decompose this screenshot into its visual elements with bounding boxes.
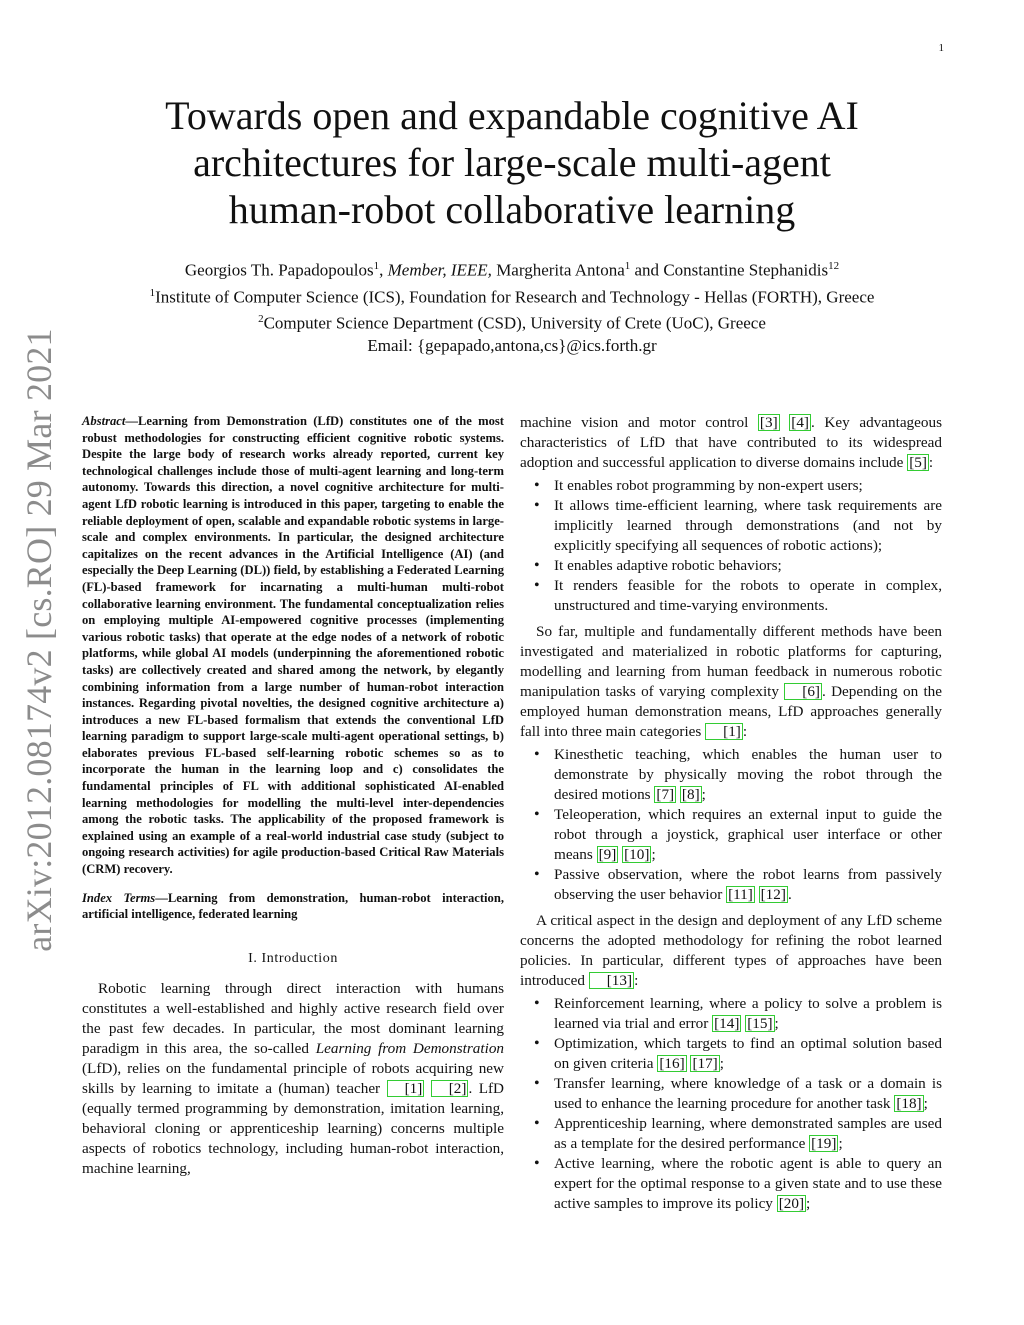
text-run: Active learning, where the robotic agent is able to query an expert for the optimal response to a given state and to use these active samples to improve its policy [554, 1155, 942, 1212]
author-name: Constantine Stephanidis [663, 260, 829, 280]
text-run: Transfer learning, where knowledge of a task or a domain is used to enhance the learning procedure for another task [554, 1075, 942, 1112]
text-run: ; [923, 1095, 928, 1112]
citation-link[interactable]: [11] [728, 886, 753, 903]
citation-link[interactable]: [15] [747, 1015, 773, 1032]
text-run: . [787, 886, 792, 903]
text-run: . Key advantageous characteristics of LfD that have contributed to its widespread adoption and successful application to diverse domains include [520, 414, 942, 471]
affiliation-1 [60, 282, 964, 309]
author-line: Georgios Th. Papadopoulos$^1$, Member, IEEE, Margherita Antona$^1$ and Constantine Stephanidis$^{12}$ [184, 260, 840, 280]
list-item [520, 745, 942, 805]
citation-link[interactable]: [5] [909, 454, 927, 471]
abstract [82, 413, 504, 878]
affiliation-2 [60, 308, 964, 335]
text-run: Teleoperation, which requires an external input to guide the robot through a joystick, graphical user interface or other means [554, 806, 942, 863]
affiliation-marker: 12 [828, 260, 840, 272]
affiliation-marker: 1 [624, 260, 631, 272]
list-item [520, 1034, 942, 1074]
text-run: ; [719, 1055, 724, 1072]
text-run: Optimization, which targets to find an optimal solution based on given criteria [554, 1035, 942, 1072]
list-item [520, 1114, 942, 1154]
index-terms-text: —Learning from demonstration, human-robot interaction, artificial intelligence, federated learning [82, 890, 504, 922]
author-role: Member, IEEE, [387, 260, 492, 280]
body-paragraph [520, 622, 942, 742]
page-number: 1 [938, 42, 944, 54]
citation-link[interactable]: [19] [811, 1135, 837, 1152]
citation-link[interactable]: [1] [387, 1080, 425, 1097]
body-paragraph [520, 413, 942, 473]
text-run: machine vision and motor control [520, 414, 758, 431]
text-run: ; [774, 1015, 779, 1032]
text-run: : [928, 454, 934, 471]
list-item: • It renders feasible for the robots to operate in complex, unstructured and time-varying environments. [520, 576, 942, 616]
citation-link[interactable]: [18] [896, 1095, 922, 1112]
citation-link[interactable]: [4] [791, 414, 809, 431]
author-name: Margherita Antona [496, 260, 625, 280]
citation-link[interactable]: [1] [705, 723, 743, 740]
author-conjunction: and [634, 260, 660, 280]
text-run: . LfD (equally termed programming by demonstration, imitation learning, behavioral cloning or apprenticeship learning) concerns multiple aspects of robotics technology, including human-robot interaction, machine learning, [82, 1079, 504, 1177]
citation-link[interactable]: [12] [760, 886, 786, 903]
text-run: (LfD), relies on the fundamental principle of robots acquiring new skills by learning to imitate a (human) teacher [82, 1059, 504, 1097]
author-block [60, 255, 964, 357]
citation-link[interactable]: [17] [692, 1055, 718, 1072]
citation-link[interactable]: [9] [598, 846, 617, 863]
right-column [520, 413, 942, 1220]
abstract-label: Abstract [82, 414, 126, 428]
body-paragraph [520, 911, 942, 991]
section-heading: I. Introduction [248, 950, 338, 966]
text-run: Kinesthetic teaching, which enables the human user to demonstrate by physically moving the robot through the desired motions [554, 746, 942, 803]
affiliation-text: Institute of Computer Science (ICS), Foundation for Research and Technology - Hellas (FORTH), Greece [155, 287, 875, 307]
list-item [520, 865, 942, 905]
abstract-text: —Learning from Demonstration (LfD) constitutes one of the most robust methodologies for constructing efficient cognitive robotic systems. Despite the large body of research works already reported, current key technological challenges include those of multi-agent learning and long-term autonomy. Towards this direction, a novel cognitive architecture for multi-agent LfD robotic learning is introduced in this paper, targeting to enable the reliable deployment of open, scalable and expandable robotic systems in large-scale and complex environments. In particular, the designed architecture capitalizes on the recent advances in the Artificial Intelligence (AI) (and especially the Deep Learning (DL)) field, by establishing a Federated Learning (FL)-based framework for incarnating a multi-human multi-robot collaborative learning environment. The fundamental conceptualization relies on employing multiple AI-empowered cognitive processes (implementing various robotic tasks) that operate at the edge nodes of a network of robotic platforms, while global AI models (underpinning the aforementioned robotic tasks) are collectively created and shared among the network, by elegantly combining information from a large number of human-robot interaction instances. Regarding pivotal novelties, the designed cognitive architecture a) introduces a new FL-based formalism that extends the conventional LfD learning paradigm to support large-scale multi-agent operational settings, b) elaborates previous FL-based self-learning robotic schemes so as to incorporate the human in the learning loop and c) consolidates the fundamental principles of FL with additional sophisticated AI-enabled learning methodologies for modelling the multi-level inter-dependencies among the robotic tasks. The applicability of the proposed framework is explained using an example of a real-world industrial case study (subject to ongoing research activities) for agile production-based Critical Raw Materials (CRM) recovery. [82, 414, 504, 877]
author-name: Georgios Th. Papadopoulos [184, 260, 374, 280]
text-run: Robotic learning through direct interaction with humans constitutes a well-established and highly active research field over the past few decades. In particular, the most dominant learning paradigm in this area, the so-called [82, 979, 504, 1057]
affiliation-marker: 2 [258, 313, 264, 326]
list-item [520, 805, 942, 865]
title-line: human-robot collaborative learning [228, 187, 796, 232]
citation-link[interactable]: [14] [714, 1015, 740, 1032]
advantages-list [520, 476, 942, 616]
citation-link[interactable]: [6] [784, 683, 822, 700]
affiliation-marker: 1 [373, 260, 380, 272]
text-run: ; [806, 1195, 811, 1212]
intro-paragraph [82, 979, 504, 1179]
text-run: : [634, 972, 639, 989]
text-run: Apprenticeship learning, where demonstrated samples are used as a template for the desired performance [554, 1115, 942, 1152]
title-line: Towards open and expandable cognitive AI [165, 93, 859, 138]
text-run: ; [701, 786, 706, 803]
list-item [520, 1074, 942, 1114]
affiliation-text: Computer Science Department (CSD), University of Crete (UoC), Greece [263, 313, 766, 333]
list-item [520, 1154, 942, 1214]
categories-list [520, 745, 942, 905]
paper-title [100, 92, 924, 233]
approaches-list [520, 994, 942, 1214]
text-run: Reinforcement learning, where a policy to solve a problem is learned via trial and error [554, 995, 942, 1032]
index-terms-label: Index Terms [82, 890, 156, 905]
citation-link[interactable]: [10] [624, 846, 650, 863]
citation-link[interactable]: [7] [656, 786, 675, 803]
list-item [520, 994, 942, 1034]
index-terms [82, 890, 504, 923]
list-item: • It enables robot programming by non-expert users; [520, 476, 942, 496]
text-run: ; [838, 1135, 843, 1152]
citation-link[interactable]: [16] [659, 1055, 685, 1072]
text-run: A critical aspect in the design and deployment of any LfD scheme concerns the adopted methodology for refining the robot learned policies. In particular, different types of approaches have been introduced [520, 912, 942, 989]
text-run: : [742, 723, 748, 740]
list-item: • It enables adaptive robotic behaviors; [520, 556, 942, 576]
email-line[interactable]: Email: {gepapado,antona,cs}@ics.forth.gr [367, 335, 657, 355]
left-column [82, 413, 504, 1179]
text-run: So far, multiple and fundamentally different methods have been investigated and materialized in robotic platforms for capturing, modelling and learning from human feedback in numerous robotic manipulation tasks of varying complexity [520, 623, 942, 700]
citation-link[interactable]: [2] [431, 1080, 469, 1097]
citation-link[interactable]: [8] [681, 786, 700, 803]
citation-link[interactable]: [3] [759, 414, 778, 431]
title-line: architectures for large-scale multi-agent [193, 140, 831, 185]
list-item: • It allows time-efficient learning, where task requirements are implicitly learned through demonstrations (and not by explicitly specifying all sequences of robotic actions); [520, 496, 942, 556]
citation-link[interactable]: [13] [589, 972, 634, 989]
text-run: ; [651, 846, 656, 863]
text-run: . Depending on the employed human demonstration means, LfD approaches generally fall into three main categories [520, 683, 943, 740]
citation-link[interactable]: [20] [778, 1195, 805, 1212]
arxiv-stamp: arXiv:2012.08174v2 [cs.RO] 29 Mar 2021 [19, 328, 59, 952]
text-run: Passive observation, where the robot learns from passively observing the user behavior [554, 866, 942, 903]
emphasis-term: Learning from Demonstration [315, 1039, 505, 1057]
affiliation-marker: 1 [149, 286, 156, 299]
